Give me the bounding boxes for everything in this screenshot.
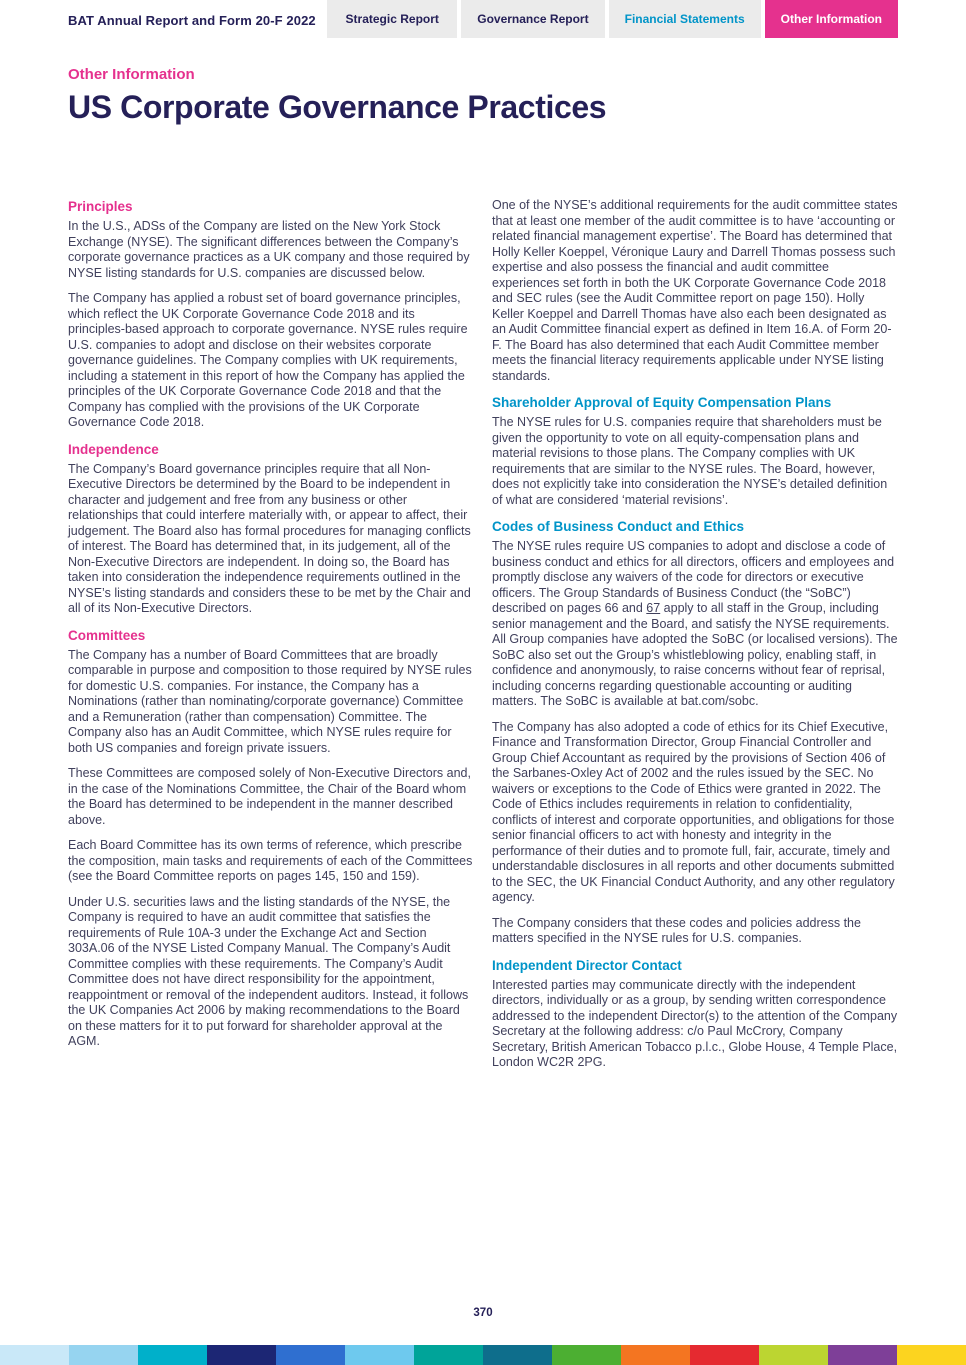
strip-segment xyxy=(483,1345,552,1365)
paragraph: Interested parties may communicate directly with the independent directors, individually or as a group, by sending written correspondence addressed to the independent Director(s) to the attention of the Company Secretary at the following address: c/o Paul McCrory, Company Secretary, British American Tobacco p.l.c., Globe House, 4 Temple Place, London WC2R 2PG. xyxy=(492,977,898,1069)
tab-strategic-report[interactable]: Strategic Report xyxy=(327,0,457,38)
page-title: US Corporate Governance Practices xyxy=(68,89,607,125)
paragraph: The Company has applied a robust set of board governance principles, which reflect the UK Corporate Governance Code 2018 and its principles-based approach to corporate governance. NYSE rules require U.S. companies to adopt and disclose on their websites corporate governance guidelines. The Company complies with UK requirements, including a statement in this report of how the Company has applied the principles of the UK Corporate Governance Code 2018 and that the Company has complied with the provisions of the UK Corporate Governance Code 2018. xyxy=(68,291,468,429)
strip-segment xyxy=(345,1345,414,1365)
tab-other-information[interactable]: Other Information xyxy=(765,0,898,38)
paragraph xyxy=(492,539,898,710)
paragraph: One of the NYSE’s additional requirements for the audit committee states that at least one member of the audit committee is to have ‘accounting or related financial management expertise’. The Board has determined that Holly Keller Koeppel, Véronique Laury and Darrell Thomas possess such expertise and also possess the financial and audit committee experiences set forth in both the UK Corporate Governance Code 2018 and SEC rules (see the Audit Committee report on page 150). Holly Keller Koeppel and Darrell Thomas have also each been designated as an Audit Committee financial expert as defined in Item 16.A. of Form 20-F. The Board has also determined that each Audit Committee member meets the financial literacy requirements applicable under NYSE listing standards. xyxy=(492,198,898,383)
paragraph: These Committees are composed solely of Non-Executive Directors and, in the case of the Nominations Committee, the Chair of the Board whom the Board has determined to be independent in the manner described above. xyxy=(68,766,471,827)
strip-segment xyxy=(897,1345,966,1365)
heading-principles: Principles xyxy=(68,199,133,214)
paragraph: In the U.S., ADSs of the Company are listed on the New York Stock Exchange (NYSE). The significant differences between the Company’s corporate governance practices as a UK company and those required by NYSE listing standards for U.S. companies are discussed below. xyxy=(68,219,470,280)
strip-segment xyxy=(414,1345,483,1365)
two-column-layout xyxy=(68,198,898,1081)
document-title: BAT Annual Report and Form 20-F 2022 xyxy=(68,12,316,28)
strip-segment xyxy=(828,1345,897,1365)
page-body xyxy=(0,66,966,1081)
right-column xyxy=(492,198,898,1081)
paragraph: The NYSE rules for U.S. companies require that shareholders must be given the opportunity to vote on all equity-compensation plans and material revisions to those plans. The Company complies with UK requirements that are similar to the NYSE rules. The Board, however, does not explicitly take into consideration the NYSE’s detailed definition of what are considered ‘material revisions’. xyxy=(492,415,888,507)
strip-segment xyxy=(690,1345,759,1365)
paragraph: The Company’s Board governance principles require that all Non-Executive Directors be determined by the Board to be independent in character and judgement and free from any business or other relationships that could interfere materially with, or appear to affect, their judgement. The Board also has formal procedures for managing conflicts of interest. The Board has determined that, in its judgement, all of the Non-Executive Directors are independent. In doing so, the Board has taken into consideration the independence requirements outlined in the NYSE’s listing standards and considers these to be met by the Chair and all of its Non-Executive Directors. xyxy=(68,461,471,615)
page-number: 370 xyxy=(473,1307,493,1319)
heading-codes-of-conduct: Codes of Business Conduct and Ethics xyxy=(492,519,745,534)
strip-segment xyxy=(69,1345,138,1365)
heading-shareholder-approval: Shareholder Approval of Equity Compensation Plans xyxy=(492,395,832,410)
paragraph: The Company considers that these codes and policies address the matters specified in the NYSE rules for U.S. companies. xyxy=(492,915,861,945)
tab-governance-report[interactable]: Governance Report xyxy=(461,0,604,38)
strip-segment xyxy=(138,1345,207,1365)
paragraph: Under U.S. securities laws and the listing standards of the NYSE, the Company is required to have an audit committee that satisfies the requirements of Rule 10A-3 under the Exchange Act and Section 303A.06 of the NYSE Listed Company Manual. The Company’s Audit Committee complies with these requirements. The Company’s Audit Committee does not have direct responsibility for the appointment, reappointment or removal of the independent auditors. Instead, it follows the UK Companies Act 2006 by making recommendations to the Board on these matters for it to put forward for shareholder approval at the AGM. xyxy=(68,894,469,1048)
strip-segment xyxy=(552,1345,621,1365)
strip-segment xyxy=(0,1345,69,1365)
strip-segment xyxy=(759,1345,828,1365)
heading-committees: Committees xyxy=(68,627,146,643)
paragraph: The Company has also adopted a code of ethics for its Chief Executive, Finance and Transformation Director, Group Financial Controller and Group Chief Accountant as required by the provisions of Section 406 of the Sarbanes-Oxley Act of 2002 and the rules issued by the SEC. No waivers or exceptions to the Code of Ethics were granted in 2022. The Code of Ethics includes requirements in relation to confidentiality, conflicts of interest and corporate opportunities, and obligations for those senior financial officers to act with honesty and integrity in the performance of their duties and to promote full, fair, accurate, timely and understandable disclosures in all reports and other documents submitted to the SEC, the UK Financial Conduct Authority, and any other regulatory agency. xyxy=(492,719,895,904)
footer-color-strip xyxy=(0,1345,966,1365)
paragraph: The Company has a number of Board Committees that are broadly comparable in purpose and composition to those required by NYSE rules for domestic U.S. companies. For instance, the Company has a Nominations (rather than nominating/corporate governance) Committee and a Remuneration (rather than compensation) Committee. The Company also has an Audit Committee, which NYSE rules require for both US companies and foreign private issuers. xyxy=(68,647,472,755)
paragraph: Each Board Committee has its own terms of reference, which prescribe the composition, main tasks and requirements of each of the Committees (see the Board Committee reports on pages 145, 150 and 159). xyxy=(68,838,473,883)
strip-segment xyxy=(276,1345,345,1365)
page-67-link[interactable]: 67 xyxy=(646,601,661,615)
sobc-text-after: apply to all staff in the Group, including senior management and the Board, and satisfy the NYSE requirements. All Group companies have adopted the SoBC (or localised versions). The SoBC also set out the Group’s whistleblowing policy, enabling staff, in confidence and anonymously, to raise concerns without fear of reprisal, including concerns regarding questionable accounting or auditing matters. The SoBC is available at bat.com/sobc. xyxy=(492,601,898,708)
sobc-text-before: The NYSE rules require US companies to adopt and disclose a code of business conduct and ethics for all directors, officers and employees and promptly disclose any waivers of the code for directors or executive officers. The Group Standards of Business Conduct (the “SoBC”) described on pages 66 and xyxy=(492,539,895,615)
tab-financial-statements[interactable]: Financial Statements xyxy=(609,0,761,38)
strip-segment xyxy=(207,1345,276,1365)
section-tabs xyxy=(327,0,898,38)
section-label: Other Information xyxy=(68,66,195,83)
heading-independence: Independence xyxy=(68,441,159,457)
strip-segment xyxy=(621,1345,690,1365)
left-column xyxy=(68,198,474,1081)
top-bar xyxy=(0,0,966,38)
heading-independent-director-contact: Independent Director Contact xyxy=(492,957,682,973)
